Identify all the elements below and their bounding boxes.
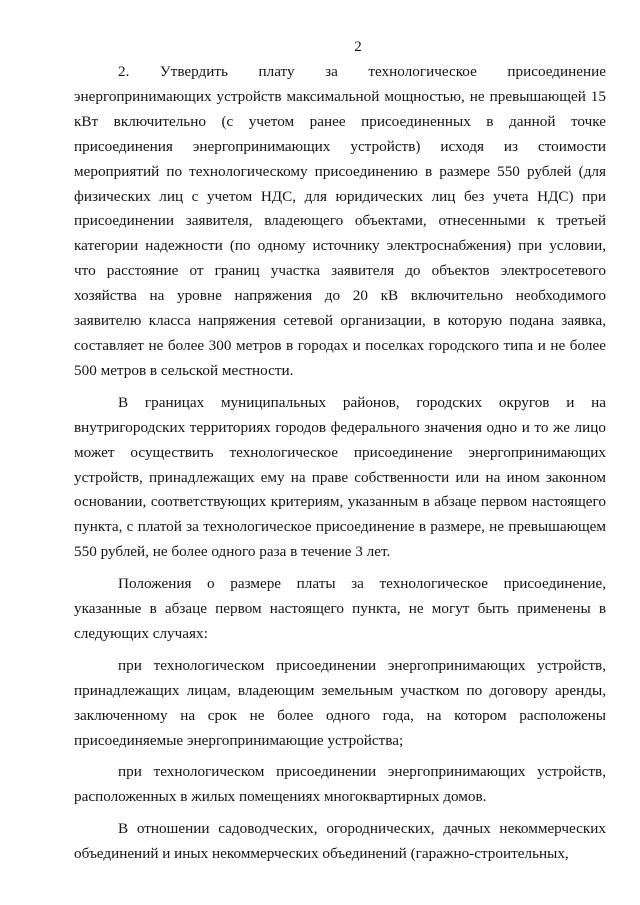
paragraph-once-per-3-years: В границах муниципальных районов, городских округов и на внутригородских территориях городов федерального значения одно и то же лицо может осуществить технологическое присоединение энергопринимающих устройств, принадлежащих ему на праве собственности или на ином законном основании, соответствующих критериям, указанным в абзаце первом настоящего пункта, с платой за технологическое присоединение в размере, не превышающем 550 рублей, не более одного раза в течение 3 лет. [74,393,606,561]
page-number: 2 [354,39,362,55]
paragraph-gap [74,565,606,572]
paragraph-nonprofit-associations: В отношении садоводческих, огороднических, дачных некоммерческих объединений и иных некоммерческих объединений (гаражно-строительных, [74,820,606,863]
paragraph-gap [74,384,606,391]
paragraph-exception-apartments: при технологическом присоединении энергопринимающих устройств, расположенных в жилых помещениях многоквартирных домов. [74,763,606,806]
paragraph-gap [74,647,606,654]
paragraph-gap [74,753,606,760]
paragraph-fee-approval: 2. Утвердить плату за технологическое присоединение энергопринимающих устройств максимальной мощностью, не превышающей 15 кВт включительно (с учетом ранее присоединенных в данной точке присоединения энергопринимающих устройств) исходя из стоимости мероприятий по технологическому присоединению в размере 550 рублей (для физических лиц с учетом НДС, для юридических лиц без учета НДС) при присоединении заявителя, владеющего объектами, отнесенными к третьей категории надежности (по одному источнику электроснабжения) при условии, что расстояние от границ участка заявителя до объектов электросетевого хозяйства на уровне напряжения до 20 кВ включительно необходимого заявителю класса напряжения сетевой организации, в которую подана заявка, составляет не более 300 метров в городах и поселках городского типа и не более 500 метров в сельской местности. [74,63,606,379]
paragraph-gap [74,810,606,817]
paragraph-exceptions-intro: Положения о размере платы за технологическое присоединение, указанные в абзаце первом настоящего пункта, не могут быть применены в следующих случаях: [74,575,606,642]
paragraph-exception-lease: при технологическом присоединении энергопринимающих устройств, принадлежащих лицам, владеющим земельным участком по договору аренды, заключенному на срок не более одного года, на котором расположены присоединяемые энергопринимающие устройства; [74,656,606,749]
